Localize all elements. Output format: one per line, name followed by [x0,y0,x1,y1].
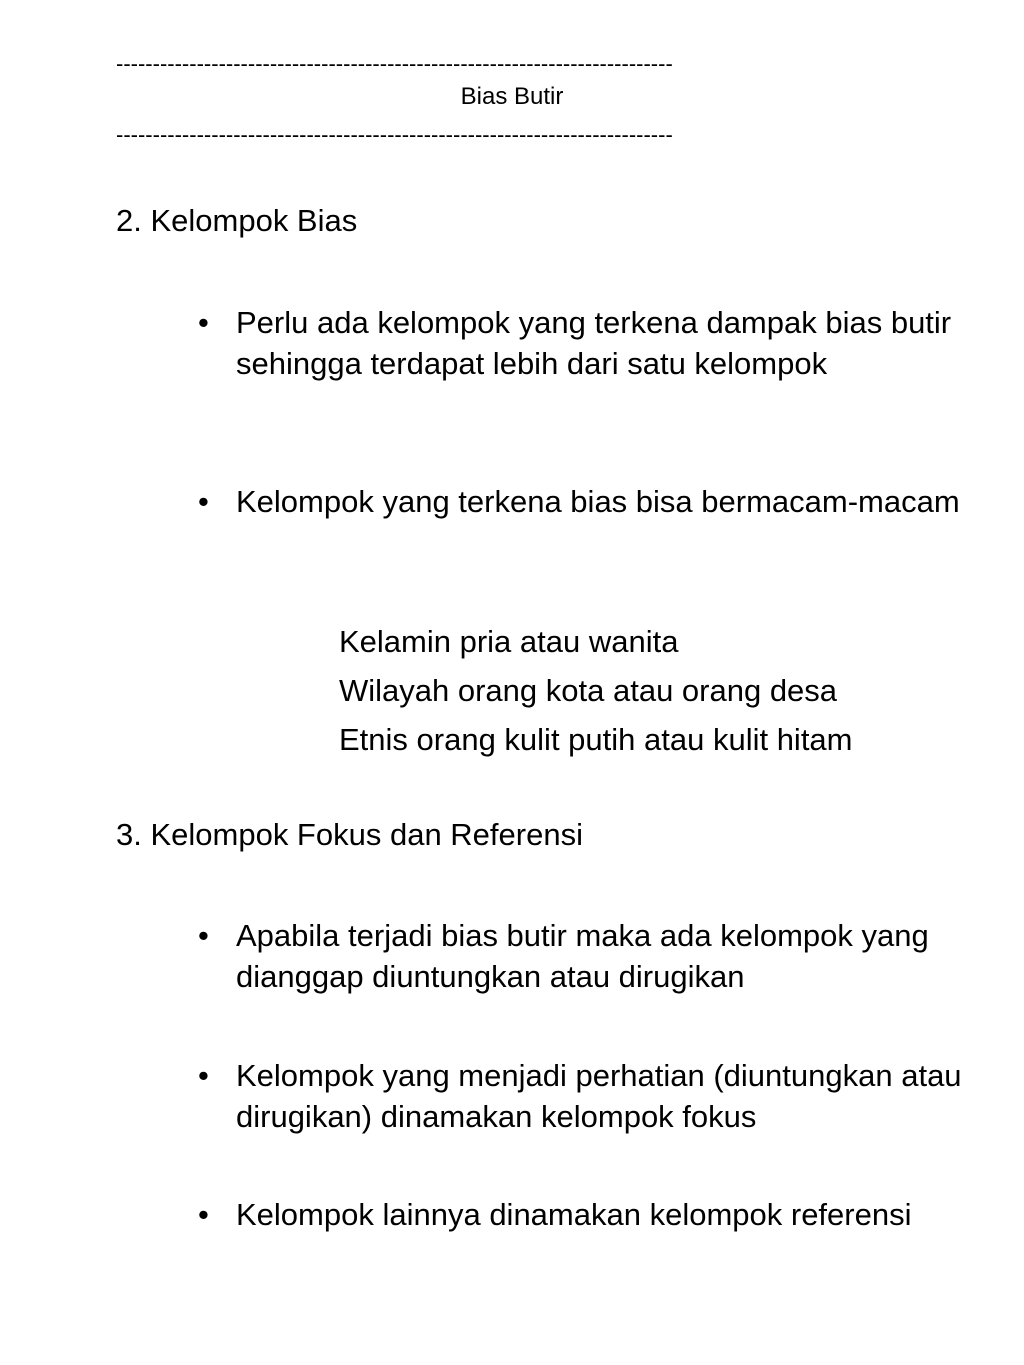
sub-item: Etnis orang kulit putih atau kulit hitam [339,722,853,757]
bullet-icon: • [198,1197,209,1232]
list-item-text: Kelompok yang terkena bias bisa bermacam-macam [236,484,960,519]
list-item-text: Kelompok lainnya dinamakan kelompok referensi [236,1197,912,1232]
list-item [198,1194,968,1235]
sub-item: Kelamin pria atau wanita [339,624,679,659]
header-rule-bottom: ---------------------------------------------------------------------------- [116,123,673,147]
bullet-icon: • [198,305,209,340]
bullet-icon: • [198,484,209,519]
list-item [198,915,968,997]
list-item-text: Perlu ada kelompok yang terkena dampak bias butir sehingga terdapat lebih dari satu kelompok [236,305,952,381]
sub-item: Wilayah orang kota atau orang desa [339,673,838,708]
bullet-icon: • [198,1058,209,1093]
page-title: Bias Butir [460,83,564,110]
list-item-text: Apabila terjadi bias butir maka ada kelompok yang dianggap diuntungkan atau dirugikan [236,918,929,994]
list-item [198,302,968,384]
header-rule-top: ---------------------------------------------------------------------------- [116,52,673,76]
list-item-text: Kelompok yang menjadi perhatian (diuntungkan atau dirugikan) dinamakan kelompok fokus [236,1058,962,1134]
section-heading-kelompok-bias: 2. Kelompok Bias [116,203,358,238]
section-heading-kelompok-fokus: 3. Kelompok Fokus dan Referensi [116,817,583,852]
bias-group-examples [339,617,853,764]
list-item [198,1055,968,1137]
bullet-icon: • [198,918,209,953]
list-item [198,481,968,522]
